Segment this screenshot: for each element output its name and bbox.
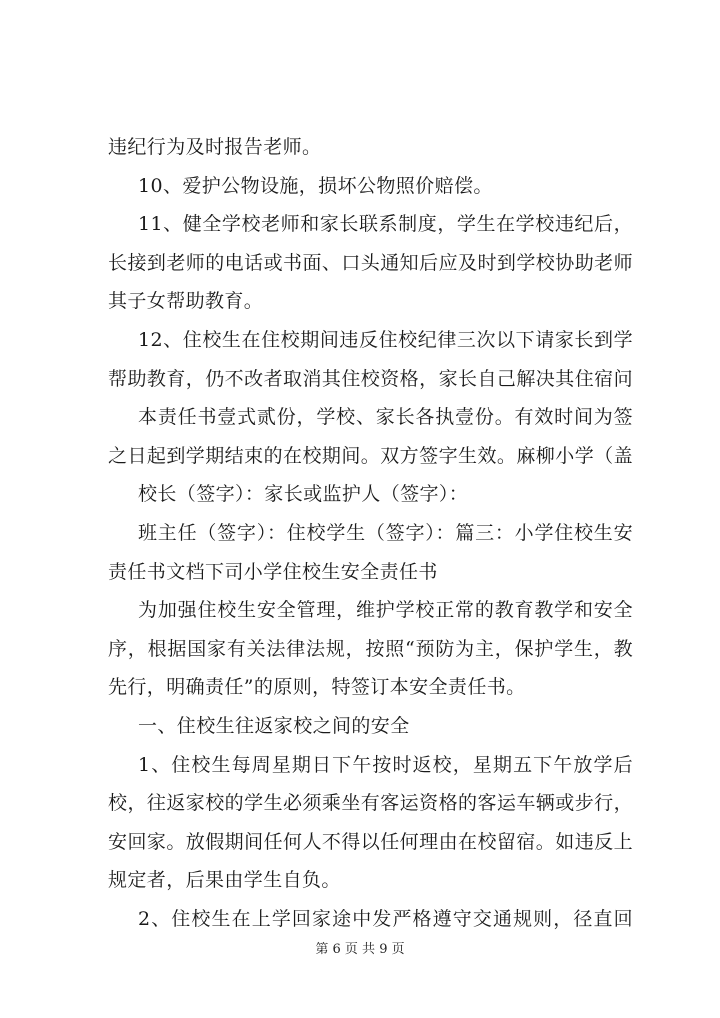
text-line: 1、住校生每周星期日下午按时返校，星期五下午放学后 <box>138 753 633 776</box>
text-line: 责任书文档下司小学住校生安全责任书 <box>108 560 438 583</box>
text-line: 校，往返家校的学生必须乘坐有客运资格的客运车辆或步行， <box>108 792 633 815</box>
text-line: 11、健全学校老师和家长联系制度，学生在学校违纪后， <box>138 213 633 236</box>
text-line: 帮助教育，仍不改者取消其住校资格，家长自己解决其住宿问 <box>108 367 633 390</box>
text-line: 校长（签字）：家长或监护人（签字）： <box>138 483 469 506</box>
text-line: 本责任书壹式贰份，学校、家长各执壹份。有效时间为签 <box>138 406 633 429</box>
text-line: 2、住校生在上学回家途中发严格遵守交通规则，径直回 <box>138 907 633 930</box>
text-line: 长接到老师的电话或书面、口头通知后应及时到学校协助老师 <box>108 251 633 274</box>
section-heading: 一、住校生往返家校之间的安全 <box>138 714 410 737</box>
text-line: 12、住校生在住校期间违反住校纪律三次以下请家长到学 <box>138 328 633 351</box>
text-line: 安回家。放假期间任何人不得以任何理由在校留宿。如违反上 <box>108 830 633 853</box>
text-line: 先行，明确责任”的原则，特签订本安全责任书。 <box>108 676 526 699</box>
text-line: 为加强住校生安全管理，维护学校正常的教育教学和安全 <box>138 599 633 622</box>
text-line: 规定者，后果由学生自负。 <box>108 869 341 892</box>
text-line: 班主任（签字）：住校学生（签字）：篇三：小学住校生安 <box>138 521 633 544</box>
text-line: 序，根据国家有关法律法规，按照“预防为主，保护学生，教 <box>108 637 633 660</box>
text-line: 其子女帮助教育。 <box>108 290 264 313</box>
text-line: 10、爱护公物设施，损坏公物照价赔偿。 <box>138 174 493 197</box>
page-footer: 第 6 页 共 9 页 <box>315 942 405 957</box>
text-line: 违纪行为及时报告老师。 <box>108 136 322 158</box>
body-text <box>108 128 633 938</box>
text-line: 之日起到学期结束的在校期间。双方签字生效。麻柳小学（盖 <box>108 444 633 467</box>
